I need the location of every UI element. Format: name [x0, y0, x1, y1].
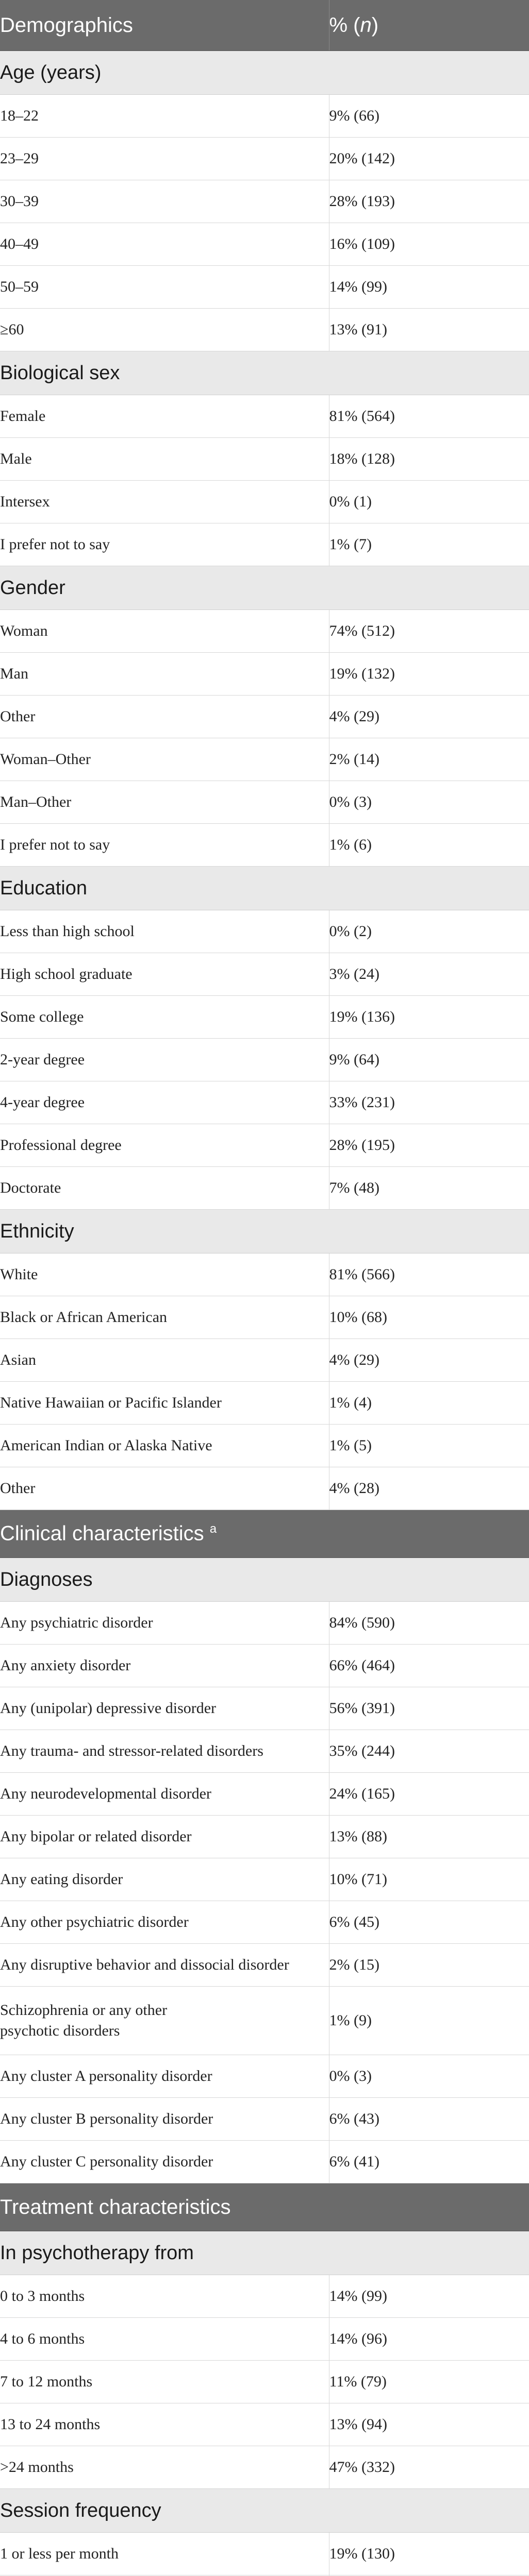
table-row: Man 19% (132): [0, 653, 529, 696]
table-row: 23–29 20% (142): [0, 138, 529, 180]
table-row: Any (unipolar) depressive disorder 56% (391): [0, 1687, 529, 1730]
section-treatment-characteristics: Treatment characteristics: [0, 2183, 529, 2231]
header-demographics: Demographics: [0, 0, 329, 51]
table-row: Other 4% (28): [0, 1467, 529, 1510]
table-row: 2-year degree 9% (64): [0, 1039, 529, 1081]
table-row: I prefer not to say 1% (6): [0, 824, 529, 867]
table-row: 0 to 3 months 14% (99): [0, 2275, 529, 2318]
table-row: Asian 4% (29): [0, 1339, 529, 1382]
table-row: Woman 74% (512): [0, 610, 529, 653]
table-row: High school graduate 3% (24): [0, 953, 529, 996]
table-row: 4 to 6 months 14% (96): [0, 2318, 529, 2361]
table-row: Intersex 0% (1): [0, 481, 529, 523]
table-row: Black or African American 10% (68): [0, 1296, 529, 1339]
section-in-psychotherapy-from: In psychotherapy from: [0, 2231, 529, 2275]
table-row: Any cluster B personality disorder 6% (43): [0, 2098, 529, 2141]
table-row: Doctorate 7% (48): [0, 1167, 529, 1210]
table-row: ≥60 13% (91): [0, 309, 529, 351]
section-biological-sex: Biological sex: [0, 351, 529, 395]
table-row: Woman–Other 2% (14): [0, 738, 529, 781]
table-row: Some college 19% (136): [0, 996, 529, 1039]
table-row: 1 or less per month 19% (130): [0, 2533, 529, 2575]
table-row: Other 4% (29): [0, 696, 529, 738]
table-row: >24 months 47% (332): [0, 2446, 529, 2489]
table-row: I prefer not to say 1% (7): [0, 523, 529, 566]
table-row: Schizophrenia or any other psychotic disorders 1% (9): [0, 1987, 529, 2055]
section-session-frequency: Session frequency: [0, 2489, 529, 2533]
table-row: Any anxiety disorder 66% (464): [0, 1645, 529, 1687]
table-row: 4-year degree 33% (231): [0, 1081, 529, 1124]
section-age: Age (years): [0, 51, 529, 95]
table-row: Female 81% (564): [0, 395, 529, 438]
table-row: 18–22 9% (66): [0, 95, 529, 138]
table-row: Any neurodevelopmental disorder 24% (165): [0, 1773, 529, 1816]
table-row: 50–59 14% (99): [0, 266, 529, 309]
table-row: 13 to 24 months 13% (94): [0, 2403, 529, 2446]
table-row: American Indian or Alaska Native 1% (5): [0, 1425, 529, 1467]
table-row: 40–49 16% (109): [0, 223, 529, 266]
table-row: Any bipolar or related disorder 13% (88): [0, 1816, 529, 1858]
section-diagnoses: Diagnoses: [0, 1558, 529, 1602]
table-row: Any cluster C personality disorder 6% (41): [0, 2141, 529, 2183]
section-clinical-characteristics: Clinical characteristics $^a$: [0, 1510, 529, 1558]
section-ethnicity: Ethnicity: [0, 1210, 529, 1253]
table-row: Less than high school 0% (2): [0, 910, 529, 953]
header-percent-n: % (n): [329, 0, 529, 51]
table-row: Any trauma- and stressor-related disorders 35% (244): [0, 1730, 529, 1773]
section-gender: Gender: [0, 566, 529, 610]
section-education: Education: [0, 867, 529, 910]
table-row: 7 to 12 months 11% (79): [0, 2361, 529, 2403]
table-row: Male 18% (128): [0, 438, 529, 481]
table-header: [0, 0, 529, 51]
table-row: Any other psychiatric disorder 6% (45): [0, 1901, 529, 1944]
table-row: Man–Other 0% (3): [0, 781, 529, 824]
table-row: Any cluster A personality disorder 0% (3): [0, 2055, 529, 2098]
table-row: White 81% (566): [0, 1253, 529, 1296]
table-row: Native Hawaiian or Pacific Islander 1% (4): [0, 1382, 529, 1425]
table-row: Professional degree 28% (195): [0, 1124, 529, 1167]
table-row: 30–39 28% (193): [0, 180, 529, 223]
table-row: Any disruptive behavior and dissocial disorder 2% (15): [0, 1944, 529, 1987]
table-row: Any psychiatric disorder 84% (590): [0, 1602, 529, 1645]
table-row: Any eating disorder 10% (71): [0, 1858, 529, 1901]
